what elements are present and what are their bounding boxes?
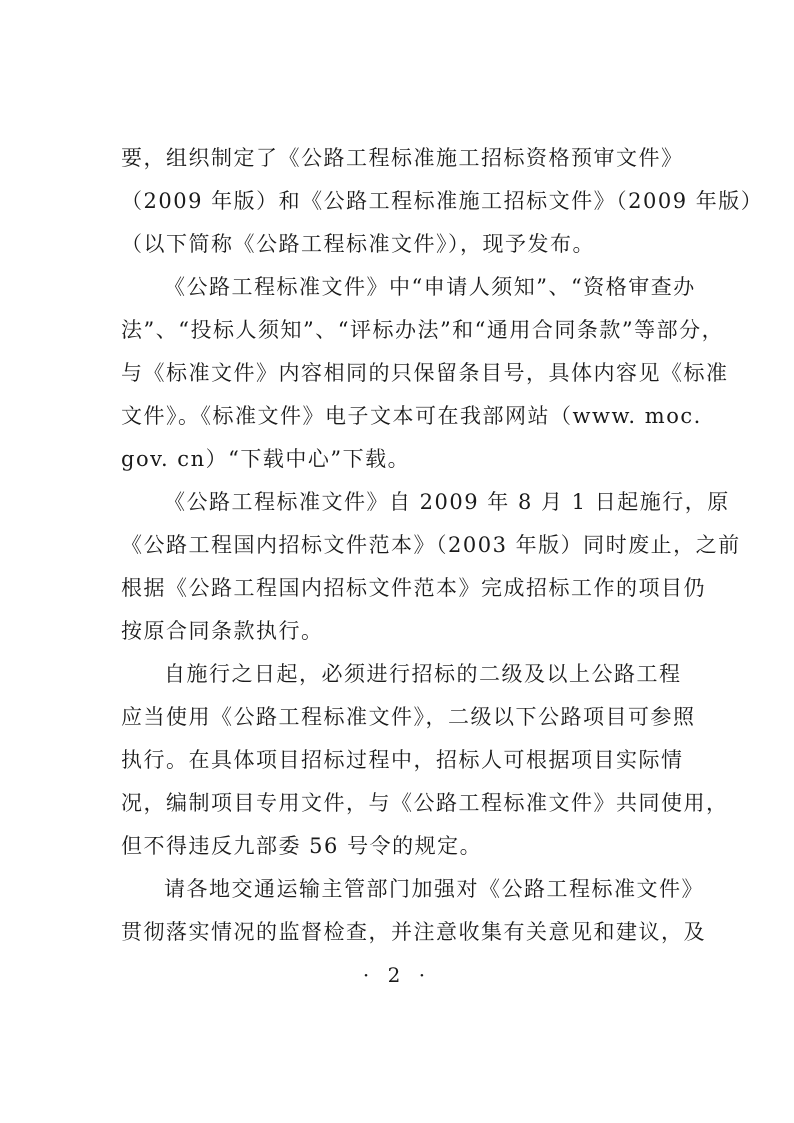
body-line-13: 自施行之日起，必须进行招标的二级及以上公路工程 bbox=[164, 662, 682, 686]
body-line-3: （以下简称《公路工程标准文件》），现予发布。 bbox=[121, 232, 595, 256]
body-line-10: 《公路工程国内招标文件范本》（2003 年版）同时废止，之前 bbox=[121, 533, 741, 557]
body-line-17: 但不得违反九部委 56 号令的规定。 bbox=[121, 834, 483, 858]
body-line-8: gov. cn）“下载中心”下载。 bbox=[121, 447, 411, 471]
body-line-1: 要，组织制定了《公路工程标准施工招标资格预审文件》 bbox=[121, 146, 684, 170]
page-number: · 2 · bbox=[362, 963, 432, 987]
body-line-7: 文件》。《标准文件》电子文本可在我部网站（www. moc. bbox=[121, 404, 702, 428]
body-line-9: 《公路工程标准文件》自 2009 年 8 月 1 日起施行，原 bbox=[164, 490, 730, 514]
body-line-14: 应当使用《公路工程标准文件》，二级以下公路项目可参照 bbox=[121, 705, 696, 729]
body-line-18: 请各地交通运输主管部门加强对《公路工程标准文件》 bbox=[164, 877, 704, 901]
body-line-15: 执行。在具体项目招标过程中，招标人可根据项目实际情 bbox=[121, 748, 684, 772]
body-line-5: 法”、“投标人须知”、“评标办法”和“通用合同条款”等部分， bbox=[121, 318, 725, 342]
body-line-11: 根据《公路工程国内招标文件范本》完成招标工作的项目仍 bbox=[121, 576, 706, 600]
body-line-2: （2009 年版）和《公路工程标准施工招标文件》（2009 年版） bbox=[121, 189, 764, 213]
body-line-19: 贯彻落实情况的监督检查，并注意收集有关意见和建议，及 bbox=[121, 920, 706, 944]
body-line-6: 与《标准文件》内容相同的只保留条目号，具体内容见《标准 bbox=[121, 361, 729, 385]
body-line-16: 况，编制项目专用文件，与《公路工程标准文件》共同使用， bbox=[121, 791, 729, 815]
body-line-4: 《公路工程标准文件》中“申请人须知”、“资格审查办 bbox=[164, 275, 696, 299]
body-line-12: 按原合同条款执行。 bbox=[121, 619, 324, 643]
